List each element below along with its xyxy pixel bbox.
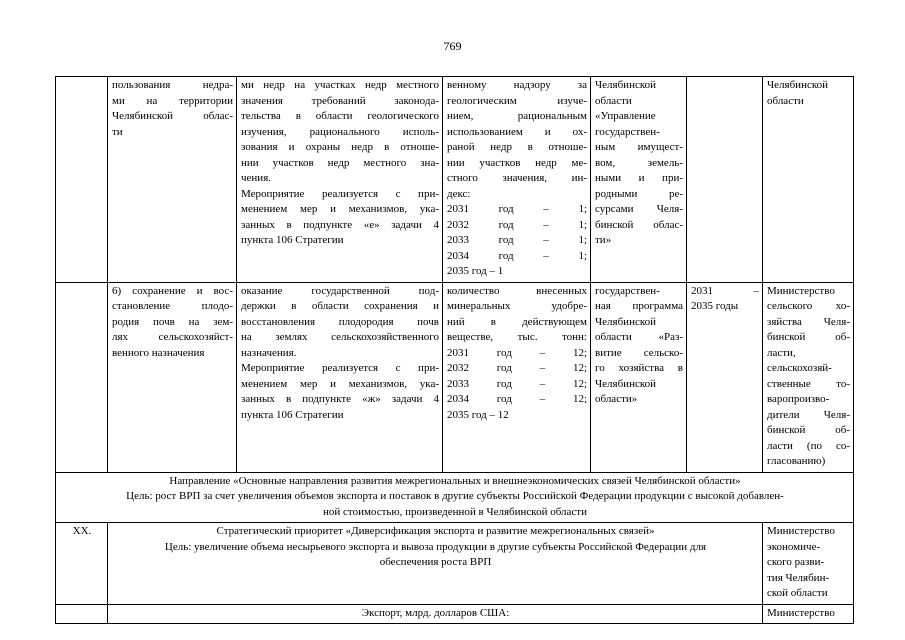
task-cell — [108, 282, 237, 472]
text-line: зования и охраны недр в отноше- — [241, 141, 439, 153]
text-line: венному надзору за — [447, 79, 587, 91]
text-line: 2034 год – 1; — [447, 249, 587, 262]
text-line: Челябинской облас- — [112, 110, 233, 122]
priority-cell — [108, 523, 763, 605]
text-line: Челябинской — [595, 377, 657, 390]
text-line: ласти (по со- — [767, 439, 850, 452]
direction-cell — [56, 472, 854, 523]
text-line: ная программа — [595, 300, 683, 312]
strategy-table — [55, 76, 854, 624]
text-line: занных в подпункте «ж» задачи 4 — [241, 393, 439, 405]
priority-goal: Цель: увеличение объема несырьевого экспорта и вывоза продукции в другие субъекты Российской Федерации для — [164, 540, 707, 553]
text-line: стного значения, ин- — [447, 172, 587, 184]
export-row — [56, 604, 854, 624]
text-line: вом, земель- — [595, 156, 683, 169]
text-line: варопроизво- — [767, 393, 830, 405]
text-line: 2035 год – 1 — [447, 265, 504, 277]
text-line: родия почв на зем- — [112, 315, 233, 328]
text-line: родными ре- — [595, 187, 683, 200]
text-line: геологическим изуче- — [447, 94, 587, 107]
text-line: ского разви- — [767, 556, 825, 568]
indicator-cell — [443, 77, 591, 283]
text-line: Мероприятие реализуется с при- — [241, 187, 439, 200]
text-line: 2033 год – 1; — [447, 234, 587, 246]
text-line: го хозяйства в — [595, 362, 683, 374]
priority-number: XX. — [56, 523, 108, 605]
table-row — [56, 282, 854, 472]
text-line: зяйства Челя- — [767, 315, 850, 328]
text-line: государствен- — [595, 125, 660, 138]
measure-cell — [237, 282, 443, 472]
text-line: оказание государственной под- — [241, 284, 439, 297]
text-line: ми на территории — [112, 94, 233, 107]
text-line: ти — [112, 125, 123, 138]
direction-goal: Цель: рост ВРП за счет увеличения объемов экспорта и поставок в другие субъекты Российской Федерации продукции с высокой добавлен- — [126, 490, 784, 502]
direction-title: Направление «Основные направления развития межрегиональных и внешнеэкономических связей Челябинской области» — [169, 474, 741, 487]
text-line: Челябинской — [595, 79, 657, 91]
text-line: пользования недра- — [112, 79, 233, 91]
text-line: на землях сельскохозяйственного — [241, 331, 439, 343]
responsible-cell: Министерство — [763, 604, 854, 624]
text-line: ным имущест- — [595, 141, 683, 153]
row-number-cell — [56, 282, 108, 472]
text-line: 6) сохранение и вос- — [112, 284, 233, 297]
text-line: «Управление — [595, 110, 656, 122]
text-line: бинской облас- — [595, 218, 683, 231]
row-number-cell — [56, 77, 108, 283]
text-line: бинской об- — [767, 331, 850, 343]
text-line: Министерство — [767, 525, 835, 537]
text-line: изучения, рационального исполь- — [241, 125, 439, 138]
program-cell — [591, 77, 687, 283]
responsible-cell — [763, 523, 854, 605]
text-line: ственные то- — [767, 377, 850, 390]
responsible-cell — [763, 77, 854, 283]
text-line: государствен- — [595, 284, 660, 297]
text-line: лях сельскохозяйст- — [112, 331, 233, 343]
text-line: нии участков недр местного зна- — [241, 156, 439, 169]
text-line: ти» — [595, 234, 612, 246]
text-line: области» — [595, 393, 638, 405]
table-row — [56, 77, 854, 283]
responsible-cell — [763, 282, 854, 472]
text-line: тия Челябин- — [767, 571, 830, 584]
text-line: сельского хо- — [767, 300, 850, 312]
task-cell — [108, 77, 237, 283]
text-line: Челябинской — [595, 315, 657, 328]
measure-cell — [237, 77, 443, 283]
text-line: сурсами Челя- — [595, 203, 683, 215]
period-cell — [687, 77, 763, 283]
text-line: области — [595, 94, 632, 107]
text-line: занных в подпункте «е» задачи 4 — [241, 218, 439, 231]
text-line: чения. — [241, 172, 271, 184]
text-line: ными и при- — [595, 172, 683, 184]
period-cell — [687, 282, 763, 472]
text-line: 2031 год – 12; — [447, 346, 587, 359]
text-line: 2033 год – 12; — [447, 377, 587, 390]
text-line: гласованию) — [767, 455, 826, 467]
text-line: Министерство — [767, 284, 835, 297]
indicator-cell — [443, 282, 591, 472]
text-line: дители Челя- — [767, 408, 850, 421]
text-line: ской области — [767, 587, 828, 599]
text-line: раной недр в отноше- — [447, 141, 587, 153]
text-line: венного назначения — [112, 346, 205, 359]
text-line: декс: — [447, 187, 471, 200]
period-line: 2031 – — [691, 284, 759, 297]
text-line: количество внесенных — [447, 284, 587, 297]
program-cell — [591, 282, 687, 472]
text-line: 2035 год – 12 — [447, 408, 509, 421]
text-line: 2031 год – 1; — [447, 203, 587, 215]
row-number-cell — [56, 604, 108, 624]
text-line: экономиче- — [767, 540, 821, 553]
text-line: 2032 год – 1; — [447, 218, 587, 231]
text-line: минеральных удобре- — [447, 300, 587, 312]
text-line: менением мер и механизмов, ука- — [241, 377, 439, 390]
text-line: веществе, тыс. тонн: — [447, 331, 587, 343]
text-line: бинской об- — [767, 424, 850, 436]
text-line: сельскохозяй- — [767, 362, 832, 374]
text-line: восстановления плодородия почв — [241, 315, 439, 328]
text-line: ний в действующем — [447, 315, 587, 328]
text-line: 2032 год – 12; — [447, 362, 587, 374]
period-line: 2035 годы — [691, 300, 739, 312]
text-line: области — [767, 94, 804, 107]
text-line: пункта 106 Стратегии — [241, 234, 344, 246]
text-line: Мероприятие реализуется с при- — [241, 362, 439, 374]
text-line: Челябинской — [767, 79, 829, 91]
export-label: Экспорт, млрд. долларов США: — [108, 604, 763, 624]
text-line: назначения. — [241, 346, 297, 359]
direction-row — [56, 472, 854, 523]
page-number: 769 — [443, 39, 462, 53]
priority-goal-cont: обеспечения роста ВРП — [379, 556, 492, 568]
text-line: становление плодо- — [112, 300, 233, 312]
text-line: 2034 год – 12; — [447, 393, 587, 405]
text-line: нием, рациональным — [447, 110, 587, 122]
text-line: ласти, — [767, 346, 796, 359]
text-line: витие сельско- — [595, 346, 683, 359]
text-line: области «Раз- — [595, 331, 683, 343]
text-line: значения требований законода- — [241, 94, 439, 107]
text-line: держки в области сохранения и — [241, 300, 439, 312]
direction-goal-cont: ной стоимостью, произведенной в Челябинской области — [323, 505, 587, 518]
text-line: менением мер и механизмов, ука- — [241, 203, 439, 215]
text-line: пункта 106 Стратегии — [241, 408, 344, 421]
text-line: нии участков недр ме- — [447, 156, 587, 169]
priority-row — [56, 523, 854, 605]
text-line: тельства в области геологического — [241, 110, 439, 122]
priority-title: Стратегический приоритет «Диверсификация экспорта и развитие межрегиональных связей» — [216, 525, 655, 537]
text-line: ми недр на участках недр местного — [241, 79, 439, 91]
text-line: использованием и ох- — [447, 125, 587, 138]
